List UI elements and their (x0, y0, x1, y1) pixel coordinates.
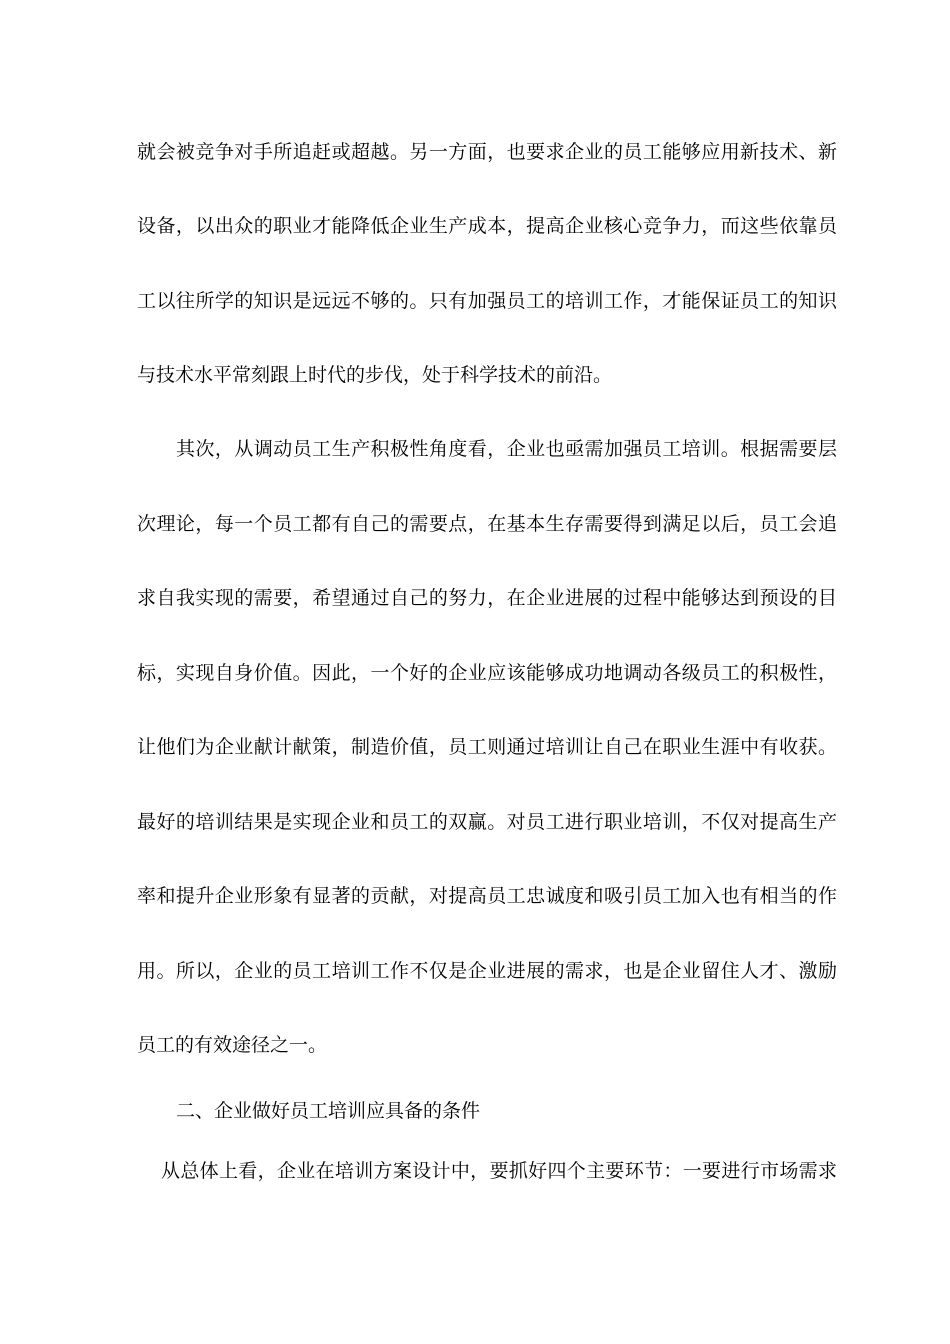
paragraph-line: 用。所以，企业的员工培训工作不仅是企业进展的需求，也是企业留住人才、激励 (137, 960, 837, 982)
paragraph-line: 次理论，每一个员工都有自己的需要点，在基本生存需要得到满足以后，员工会追 (137, 513, 837, 535)
paragraph-line: 与技术水平常刻跟上时代的步伐，处于科学技术的前沿。 (137, 364, 613, 386)
paragraph-line: 让他们为企业献计献策，制造价值，员工则通过培训让自己在职业生涯中有收获。 (137, 736, 837, 758)
paragraph-line: 率和提升企业形象有显著的贡献，对提高员工忠诚度和吸引员工加入也有相当的作 (137, 885, 837, 907)
paragraph-line: 求自我实现的需要，希望通过自己的努力，在企业进展的过程中能够达到预设的目 (137, 587, 837, 609)
paragraph-line: 其次，从调动员工生产积极性角度看，企业也亟需加强员工培训。根据需要层 (176, 438, 837, 460)
paragraph-line: 标，实现自身价值。因此，一个好的企业应该能够成功地调动各级员工的积极性， (137, 662, 837, 684)
paragraph-line: 工以往所学的知识是远远不够的。只有加强员工的培训工作，才能保证员工的知识 (137, 290, 837, 312)
section-heading: 二、企业做好员工培训应具备的条件 (176, 1100, 481, 1122)
paragraph-line: 最好的培训结果是实现企业和员工的双赢。对员工进行职业培训，不仅对提高生产 (137, 811, 837, 833)
paragraph-line: 从总体上看，企业在培训方案设计中，要抓好四个主要环节：一要进行市场需求 (161, 1160, 837, 1182)
paragraph-line: 就会被竞争对手所追赶或超越。另一方面，也要求企业的员工能够应用新技术、新 (137, 141, 837, 163)
paragraph-line: 员工的有效途径之一。 (137, 1034, 328, 1056)
paragraph-line: 设备，以出众的职业才能降低企业生产成本，提高企业核心竞争力，而这些依靠员 (137, 215, 837, 237)
